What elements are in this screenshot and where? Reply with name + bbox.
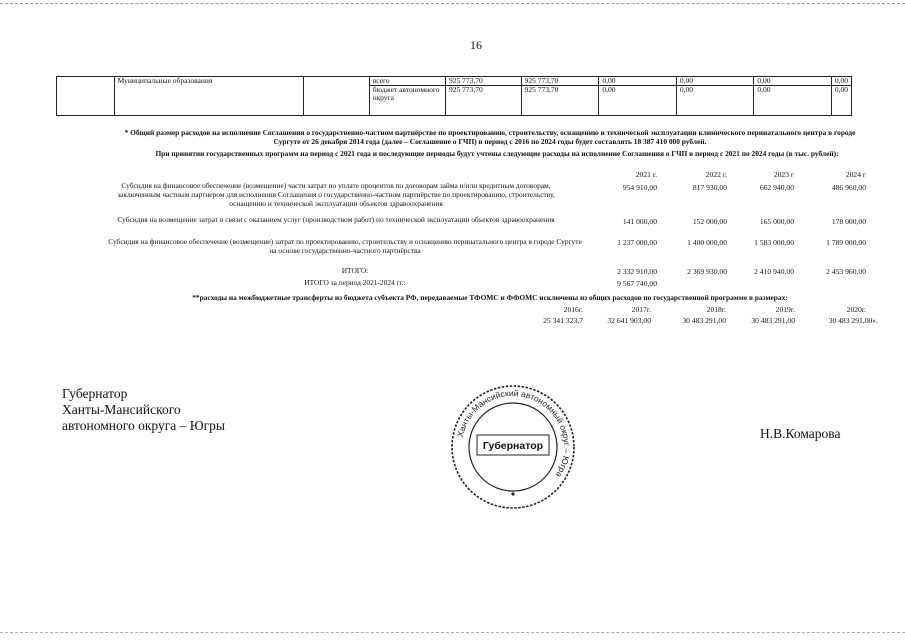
transfer-value: 30 483 291,00 <box>682 316 726 325</box>
page-number: 16 <box>470 38 482 52</box>
governor-line: автономного округа – Югры <box>62 418 225 433</box>
subsidy-value: 178 000,00 <box>831 217 866 226</box>
budget-table <box>56 76 852 116</box>
subsidy-value: 1 789 000,00 <box>826 238 866 247</box>
total-value: 2 332 910,00 <box>617 267 657 276</box>
value-cell: 925 773,70 <box>445 86 521 116</box>
row-label: Муниципальные образования <box>114 77 304 116</box>
value-cell: 0,00 <box>599 86 676 116</box>
signatory-name: Н.В.Комарова <box>760 426 841 441</box>
governor-line: Губернатор <box>62 386 128 401</box>
subsidy-value: 152 000,00 <box>692 217 727 226</box>
transfer-year: 2020г. <box>846 305 866 314</box>
subsidy-value: 817 930,00 <box>692 183 727 192</box>
year-header: 2022 г. <box>705 170 727 179</box>
value-cell: 0,00 <box>754 77 832 86</box>
transfer-year: 2016г. <box>563 305 583 314</box>
governor-line: Ханты-Мансийского <box>62 402 181 417</box>
transfer-value: 30 483 291,00». <box>828 316 878 325</box>
source-cell: бюджет автономного округа <box>369 86 445 116</box>
year-header: 2024 г <box>845 170 866 179</box>
total-value: 2 369 930,00 <box>687 267 727 276</box>
subsidy-value: 954 910,00 <box>622 183 657 192</box>
total-label: ИТОГО: <box>341 266 369 275</box>
transfer-year: 2019г. <box>775 305 795 314</box>
subsidy-value: 1 583 000,00 <box>754 238 794 247</box>
value-cell: 0,00 <box>599 77 676 86</box>
period-total-value: 9 567 740,00 <box>617 279 657 288</box>
note-planned-expenses: При принятии государственных программ на период с 2021 года и последующие периоды будут учтены следующие расходы на исполнение Соглашения о ГЧП в период с 2021 по 2024 годы (в тыс. рублей): <box>155 149 839 158</box>
subsidy-label: Субсидия на финансовое обеспечение (возмещение) затрат по проектированию, строительству и оснащению перинатального центра в городе Сургуте на основе государственно-частного партнёрства <box>108 237 582 255</box>
subsidy-label: Субсидия на финансовое обеспечение (возмещение) части затрат по уплате процентов по договорам займа и/или кредитным договорам, заключенным частным партнером для исполнения Соглашения о государственно-частном партнёрстве по проектированию, строительству, оснащению и технической эксплуатации объектов здравоохранения <box>117 181 555 208</box>
top-scan-line <box>0 3 905 4</box>
subsidy-value: 486 960,00 <box>831 183 866 192</box>
subsidy-value: 1 400 000,00 <box>687 238 727 247</box>
year-header: 2023 г <box>773 170 794 179</box>
value-cell: 925 773,70 <box>521 77 599 86</box>
value-cell: 925 773,70 <box>521 86 599 116</box>
transfer-year: 2018г. <box>706 305 726 314</box>
seal-ring-text: Ханты-Мансийский автономный округ – Югра <box>455 387 573 480</box>
note-total-cost: * Общий размер расходов на исполнение Соглашения о государственно-частном партнёрстве по проектированию, строительству, оснащению и технической эксплуатации клинического перинатального центра в городе Сургуте от 26 декабря 2014 года (далее – Соглашение о ГЧП) в период с 2016 по 2024 годы будет составлять 18 387 410 000 рублей. <box>124 128 856 146</box>
transfer-value: 30 483 291,00 <box>751 316 795 325</box>
transfer-value: 32 641 903,00 <box>607 316 651 325</box>
subsidy-value: 1 237 000,00 <box>617 238 657 247</box>
seal-center-text: Губернатор <box>482 440 544 452</box>
value-cell: 0,00 <box>676 77 753 86</box>
value-cell: 0,00 <box>676 86 753 116</box>
total-value: 2 410 940,00 <box>754 267 794 276</box>
subsidy-label: Субсидия на возмещение затрат в связи с оказанием услуг (производством работ) по технической эксплуатации объектов здравоохранения <box>117 215 555 224</box>
transfer-value: 25 341 323,7 <box>543 316 583 325</box>
value-cell: 0,00 <box>754 86 832 116</box>
subsidy-value: 141 000,00 <box>622 217 657 226</box>
value-cell: 925 773,70 <box>445 77 521 86</box>
subsidy-value: 662 940,00 <box>759 183 794 192</box>
governor-title <box>62 386 225 434</box>
period-total-label: ИТОГО за период 2021-2024 гг.: <box>304 278 406 287</box>
bottom-scan-line <box>0 632 905 633</box>
note-transfers: **расходы на межбюджетные трансферты из бюджета субъекта РФ, передаваемые ТФОМС и ФФОМС исключены из общих расходов по государственной программе в размерах: <box>192 293 788 302</box>
total-value: 2 453 960,00 <box>826 267 866 276</box>
subsidy-value: 165 000,00 <box>759 217 794 226</box>
year-header: 2021 г. <box>635 170 657 179</box>
source-cell: всего <box>369 77 445 86</box>
value-cell: 0,00 <box>831 86 851 116</box>
governor-seal <box>449 383 577 511</box>
transfer-year: 2017г. <box>631 305 651 314</box>
value-cell: 0,00 <box>831 77 851 86</box>
